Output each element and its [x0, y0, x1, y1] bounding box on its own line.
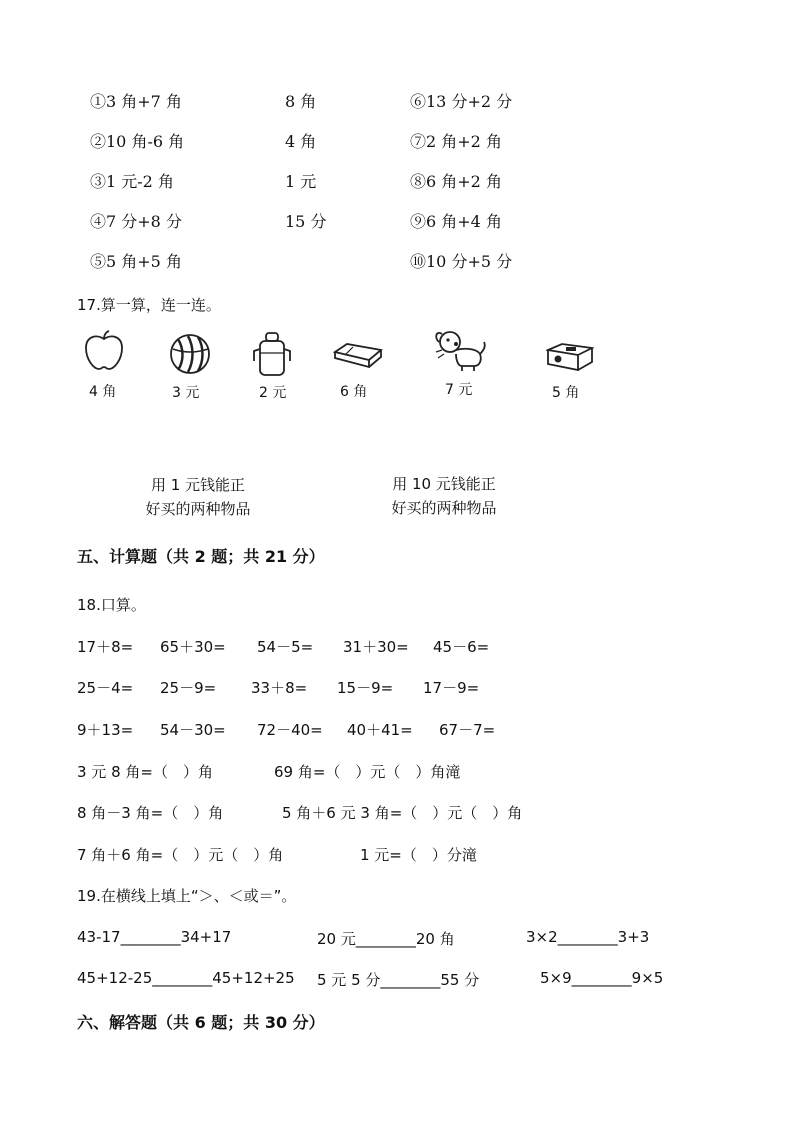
q18-money-r1-c1: 3 元 8 角=（ ）角	[77, 763, 213, 781]
match-right-3: ⑧6 角+2 角	[410, 172, 502, 191]
price-toy-dog: 7 元	[445, 382, 473, 398]
match-right-2: ⑦2 角+2 角	[410, 132, 502, 151]
match-middle-2: 4 角	[285, 132, 317, 151]
toy-dog-icon	[434, 328, 488, 372]
match-left-3: ③1 元-2 角	[90, 172, 174, 191]
q18-r2-c2: 25－9=	[160, 679, 217, 697]
price-eraser: 6 角	[340, 384, 368, 400]
box-1-line1: 用 1 元钱能正	[150, 476, 246, 494]
box-2-line2: 好买的两种物品	[391, 499, 497, 517]
box-1-line2: 好买的两种物品	[145, 500, 251, 518]
q17-title: 17.算一算，连一连。	[77, 296, 221, 314]
q18-money-r2-c1: 8 角－3 角=（ ）角	[77, 804, 224, 822]
q18-r2-c1: 25－4=	[77, 679, 134, 697]
q18-r1-c4: 31＋30=	[343, 638, 409, 656]
q18-r3-c4: 40＋41=	[347, 721, 413, 739]
q19-r1-c2: 20 元________20 角	[317, 930, 455, 948]
q18-r1-c5: 45－6=	[433, 638, 490, 656]
box-2-line1: 用 10 元钱能正	[392, 475, 496, 493]
q18-r1-c3: 54－5=	[257, 638, 314, 656]
section-6-heading: 六、解答题（共 6 题；共 30 分）	[77, 1013, 325, 1032]
match-middle-4: 15 分	[285, 212, 327, 231]
q19-r2-c1: 45+12-25________45+12+25	[77, 969, 295, 987]
box-10-yuan	[374, 472, 514, 520]
q18-title: 18.口算。	[77, 596, 146, 614]
match-middle-3: 1 元	[285, 172, 317, 191]
q18-r1-c1: 17＋8=	[77, 638, 134, 656]
price-sharpener: 5 角	[552, 385, 580, 401]
pencil-sharpener-icon	[546, 340, 594, 372]
q19-r2-c2: 5 元 5 分________55 分	[317, 971, 480, 989]
q19-r1-c1: 43-17________34+17	[77, 928, 232, 946]
section-5-heading: 五、计算题（共 2 题；共 21 分）	[77, 547, 325, 566]
apple-icon	[82, 330, 126, 372]
q19-title: 19.在横线上填上“＞、＜或＝”。	[77, 887, 297, 905]
eraser-icon	[333, 340, 383, 370]
match-left-5: ⑤5 角+5 角	[90, 252, 182, 271]
match-left-2: ②10 角-6 角	[90, 132, 185, 151]
box-1-yuan	[128, 473, 268, 521]
q18-r3-c5: 67－7=	[439, 721, 496, 739]
q18-r2-c3: 33＋8=	[251, 679, 308, 697]
q18-money-r1-c2: 69 角=（ ）元（ ）角滝	[274, 763, 461, 781]
price-cup: 2 元	[259, 385, 287, 401]
price-ball: 3 元	[172, 385, 200, 401]
match-right-4: ⑨6 角+4 角	[410, 212, 502, 231]
cup-icon	[252, 331, 292, 377]
q18-r1-c2: 65＋30=	[160, 638, 226, 656]
q18-r2-c5: 17－9=	[423, 679, 480, 697]
q18-money-r2-c2: 5 角＋6 元 3 角=（ ）元（ ）角	[282, 804, 523, 822]
ball-icon	[168, 333, 212, 375]
q19-r1-c3: 3×2________3+3	[526, 928, 650, 946]
q18-money-r3-c2: 1 元=（ ）分滝	[360, 846, 477, 864]
q18-r3-c1: 9＋13=	[77, 721, 134, 739]
q18-r2-c4: 15－9=	[337, 679, 394, 697]
q18-r3-c3: 72－40=	[257, 721, 323, 739]
match-right-5: ⑩10 分+5 分	[410, 252, 513, 271]
match-left-4: ④7 分+8 分	[90, 212, 182, 231]
price-apple: 4 角	[89, 384, 117, 400]
q18-r3-c2: 54－30=	[160, 721, 226, 739]
match-left-1: ①3 角+7 角	[90, 92, 182, 111]
q18-money-r3-c1: 7 角＋6 角=（ ）元（ ）角	[77, 846, 284, 864]
match-right-1: ⑥13 分+2 分	[410, 92, 513, 111]
q19-r2-c3: 5×9________9×5	[540, 969, 664, 987]
match-middle-1: 8 角	[285, 92, 317, 111]
